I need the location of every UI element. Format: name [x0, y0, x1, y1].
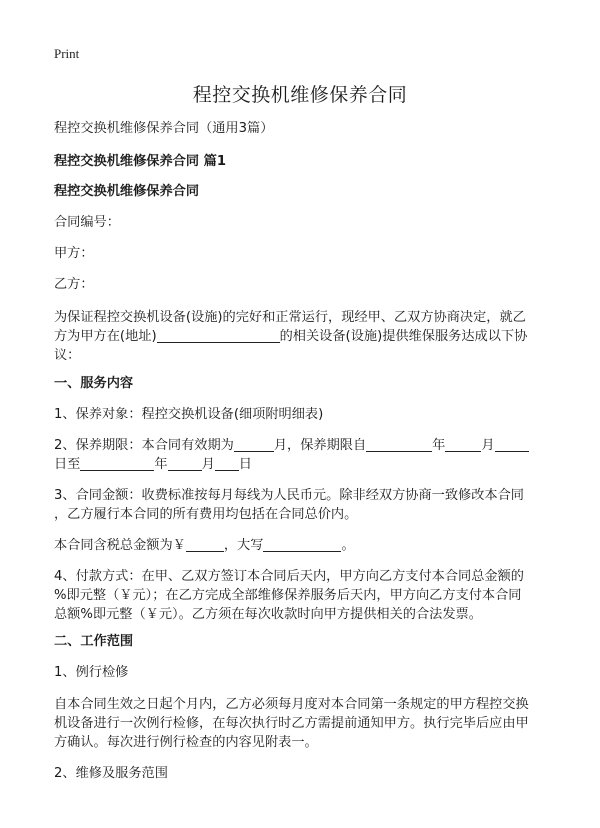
scope-para-line-3: 方确认。每次进行例行检查的内容见附表一。	[54, 735, 318, 750]
end-month-blank	[168, 456, 202, 471]
section-heading-scope: 二、工作范围	[54, 634, 134, 649]
start-month-blank	[445, 437, 481, 452]
intro-line-2	[54, 326, 546, 347]
start-day-blank	[495, 437, 529, 452]
service-item-2-line-2	[54, 454, 546, 475]
total-text: 本合同含税总金额为￥	[54, 538, 186, 553]
contract-number-label: 合同编号：	[54, 215, 120, 230]
intro-line-3: 议：	[54, 348, 81, 363]
total-amount-line	[54, 535, 546, 556]
party-a-label: 甲方：	[54, 246, 94, 261]
total-amount-blank	[186, 537, 224, 552]
item2-text: 月，保养期限自	[273, 438, 367, 453]
item2-text: 日至	[54, 457, 81, 472]
service-item-3-line-1: 3、合同金额：收费标准按每月每线为人民币元。除非经双方协商一致修改本合同	[54, 488, 524, 503]
scope-sub-2: 2、维修及服务范围	[54, 766, 168, 781]
print-link[interactable]: Print	[54, 46, 80, 61]
party-b-label: 乙方：	[54, 277, 94, 292]
total-words-blank	[263, 537, 341, 552]
total-text: ，大写	[223, 538, 264, 553]
scope-para-line-1: 自本合同生效之日起个月内，乙方必须每月度对本合同第一条规定的甲方程控交换	[54, 697, 529, 712]
item2-text: 年	[432, 438, 446, 453]
service-item-2-line-1	[54, 435, 546, 456]
scope-sub-1: 1、例行检修	[54, 665, 129, 680]
months-blank	[234, 437, 274, 452]
intro-text: 方为甲方在(地址)	[54, 329, 157, 344]
service-item-4-line-2: %即元整（￥元）；在乙方完成全部维修保养服务后天内，甲方向乙方支付本合同	[54, 588, 522, 603]
section-heading-services: 一、服务内容	[54, 376, 134, 391]
intro-text: 的相关设备(设施)提供维保服务达成以下协	[279, 329, 528, 344]
intro-line-1: 为保证程控交换机设备(设施)的完好和正常运行，现经甲、乙双方协商决定，就乙	[54, 310, 526, 325]
start-year-blank	[366, 437, 432, 452]
item2-text: 2、保养期限：本合同有效期为	[54, 438, 234, 453]
contract-heading: 程控交换机维修保养合同	[54, 184, 200, 199]
document-title: 程控交换机维修保养合同	[192, 84, 408, 106]
article-heading: 程控交换机维修保养合同 篇1	[54, 154, 227, 169]
document-subtitle: 程控交换机维修保养合同（通用3篇）	[54, 121, 274, 136]
item2-text: 月	[201, 457, 215, 472]
service-item-4-line-1: 4、付款方式：在甲、乙双方签订本合同后天内，甲方向乙方支付本合同总金额的	[54, 569, 524, 584]
total-text: 。	[341, 538, 355, 553]
service-item-4-line-3: 总额%即元整（￥元）。乙方须在每次收款时向甲方提供相关的合法发票。	[54, 607, 482, 622]
scope-para-line-2: 机设备进行一次例行检修，在每次执行时乙方需提前通知甲方。执行完毕后应由甲	[54, 716, 529, 731]
item2-text: 月	[481, 438, 495, 453]
end-day-blank	[215, 456, 239, 471]
service-item-1: 1、保养对象：程控交换机设备(细项附明细表)	[54, 407, 324, 422]
item2-text: 年	[154, 457, 168, 472]
item2-text: 日	[238, 457, 252, 472]
end-year-blank	[80, 456, 154, 471]
address-blank	[157, 328, 280, 343]
service-item-3-line-2: ，乙方履行本合同的所有费用均包括在合同总价内。	[54, 507, 358, 522]
